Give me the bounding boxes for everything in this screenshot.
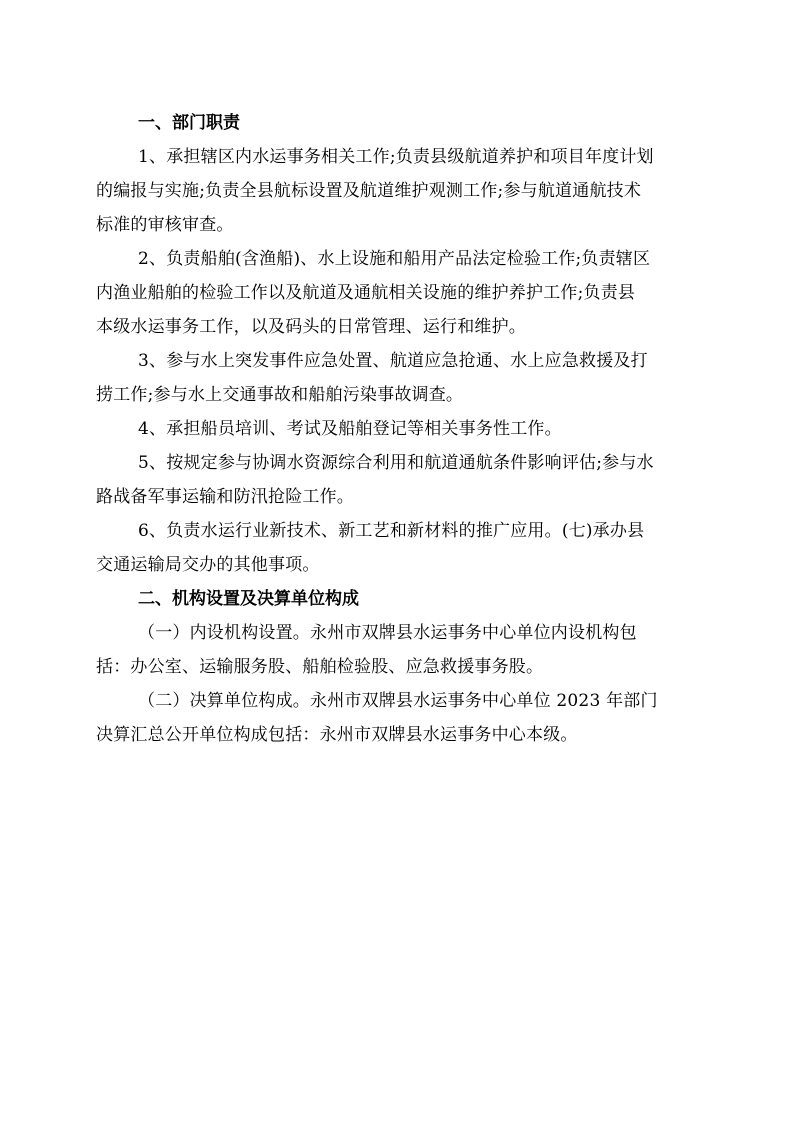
text-line: 4、承担船员培训、考试及船舶登记等相关事务性工作。	[138, 419, 562, 439]
text-line: 本级水运事务工作，以及码头的日常管理、运行和维护。	[96, 317, 526, 337]
paragraph-final-accounts-units	[96, 684, 700, 752]
section-heading-duties: 一、部门职责	[138, 113, 240, 133]
text-line: 标准的审核审查。	[96, 215, 234, 235]
text-line: 括：办公室、运输服务股、船舶检验股、应急救援事务股。	[96, 657, 544, 677]
text-line: （二）决算单位构成。永州市双牌县水运事务中心单位 2023 年部门	[138, 691, 658, 711]
paragraph-duty-2	[96, 242, 700, 344]
text-line: 6、负责水运行业新技术、新工艺和新材料的推广应用。(七)承办县	[138, 521, 645, 541]
paragraph-duty-6	[96, 514, 700, 582]
text-line: 路战备军事运输和防汛抢险工作。	[96, 487, 354, 507]
paragraph-duty-1	[96, 140, 700, 242]
text-line: 决算汇总公开单位构成包括：永州市双牌县水运事务中心本级。	[96, 725, 578, 745]
paragraph-internal-structure	[96, 616, 700, 684]
document-page	[96, 106, 700, 752]
text-line: 1、承担辖区内水运事务相关工作;负责县级航道养护和项目年度计划	[138, 147, 654, 167]
paragraph-duty-4	[96, 412, 700, 446]
text-line: 的编报与实施;负责全县航标设置及航道维护观测工作;参与航道通航技术	[96, 181, 642, 201]
text-line: 3、参与水上突发事件应急处置、航道应急抢通、水上应急救援及打	[138, 351, 648, 371]
text-line: 交通运输局交办的其他事项。	[96, 555, 320, 575]
paragraph-duty-3	[96, 344, 700, 412]
text-line: 内渔业船舶的检验工作以及航道及通航相关设施的维护养护工作;负责县	[96, 283, 636, 303]
text-line: 捞工作;参与水上交通事故和船舶污染事故调查。	[96, 385, 464, 405]
text-line: 2、负责船舶(含渔船)、水上设施和船用产品法定检验工作;负责辖区	[138, 249, 651, 269]
paragraph-duty-5	[96, 446, 700, 514]
section-heading-structure: 二、机构设置及决算单位构成	[138, 589, 359, 609]
text-line: （一）内设机构设置。永州市双牌县水运事务中心单位内设机构包	[138, 623, 637, 643]
text-line: 5、按规定参与协调水资源综合利用和航道通航条件影响评估;参与水	[138, 453, 654, 473]
